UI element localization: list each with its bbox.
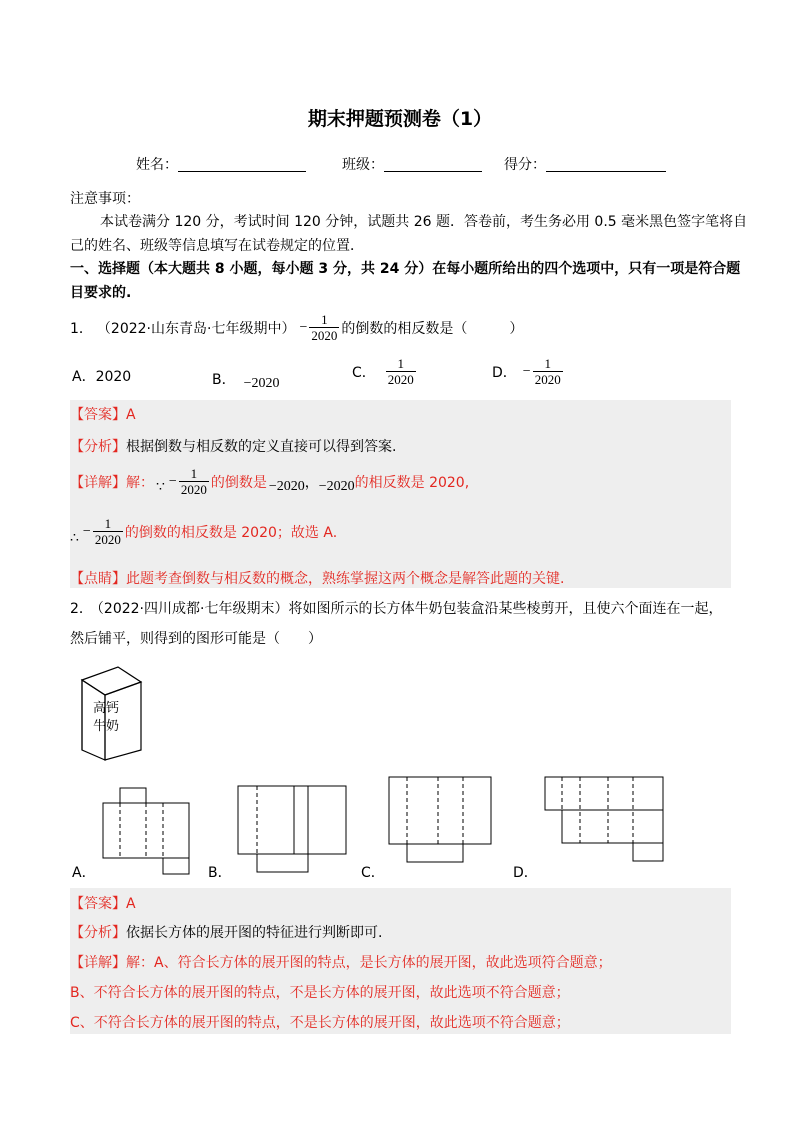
section1-line2: 目要求的. (70, 285, 132, 301)
net-option-d (545, 777, 663, 861)
q1-minus: − (299, 319, 308, 335)
q1-option-b[interactable]: B． −2020 (212, 372, 280, 391)
q1-stem: 的倒数的相反数是（ ） (341, 320, 524, 337)
notes-heading: 注意事项： (70, 191, 140, 207)
q2-detail-b: B、不符合长方体的展开图的特点，不是长方体的展开图，故此选项不符合题意； (70, 985, 570, 1001)
q2-option-d[interactable]: D． (513, 865, 538, 881)
q2-answer: 【答案】A (70, 896, 136, 912)
q1-option-a[interactable]: A．2020 (72, 369, 132, 385)
q2-number: 2． (70, 601, 93, 617)
score-label: 得分： (504, 157, 546, 173)
page-title: 期末押题预测卷（1） (307, 108, 493, 130)
q2-detail-a: 【详解】解：A、符合长方体的展开图的特点，是长方体的展开图，故此选项符合题意； (70, 955, 612, 971)
q1-analysis: 【分析】根据倒数与相反数的定义直接可以得到答案. (70, 439, 397, 455)
notes-line1: 本试卷满分 120 分，考试时间 120 分钟，试题共 26 题．答卷前，考生务必用 0.5 毫米黑色签字笔将自 (100, 214, 748, 230)
q2-analysis: 【分析】依据长方体的展开图的特征进行判断即可. (70, 925, 383, 941)
q1-answer: 【答案】A (70, 407, 136, 423)
q1-fraction: $\frac{1}{2020}$ (311, 312, 338, 343)
net-option-a (103, 788, 189, 874)
q1-option-c[interactable]: C． $\frac{1}{2020}$ (352, 356, 414, 387)
q1-number: 1． (70, 320, 93, 337)
net-option-c (389, 777, 491, 862)
q2-source: （2022·四川成都·七年级期末） (96, 601, 289, 617)
q2-option-c[interactable]: C． (361, 865, 385, 881)
milk-box-label-2: 牛奶 (93, 719, 120, 734)
q2-option-b[interactable]: B． (208, 865, 232, 881)
q2-detail-c: C、不符合长方体的展开图的特点，不是长方体的展开图，故此选项不符合题意； (70, 1015, 570, 1031)
milk-box-label-1: 高钙 (93, 701, 120, 716)
net-option-b (238, 786, 346, 872)
class-label: 班级： (342, 157, 384, 173)
q2-stem1: 将如图所示的长方体牛奶包装盒沿某些棱剪开，且使六个面连在一起， (288, 601, 723, 617)
name-label: 姓名： (136, 157, 178, 173)
notes-line2: 己的姓名、班级等信息填写在试卷规定的位置． (70, 238, 364, 254)
section1-line1: 一、选择题（本大题共 8 小题，每小题 3 分，共 24 分）在每小题所给出的四个选项中，只有一项是符合题 (70, 261, 741, 277)
q1-comment: 【点睛】此题考查倒数与相反数的概念，熟练掌握这两个概念是解答此题的关键. (70, 571, 565, 587)
q1-option-d[interactable]: D． − $\frac{1}{2020}$ (492, 356, 561, 387)
q2-stem2: 然后铺平，则得到的图形可能是（ ） (70, 631, 322, 647)
q2-option-a[interactable]: A． (72, 865, 96, 881)
q1-detail: 【详解】 解： ∵ − $\frac{1}{2020}$ 的倒数是 −2020 ， −2020 的相反数是 2020, (70, 466, 470, 497)
q1-source: （2022·山东青岛·七年级期中） (96, 320, 296, 337)
q1-conclusion: ∴ − $\frac{1}{2020}$ 的倒数的相反数是 2020；故选 A. (70, 516, 338, 547)
